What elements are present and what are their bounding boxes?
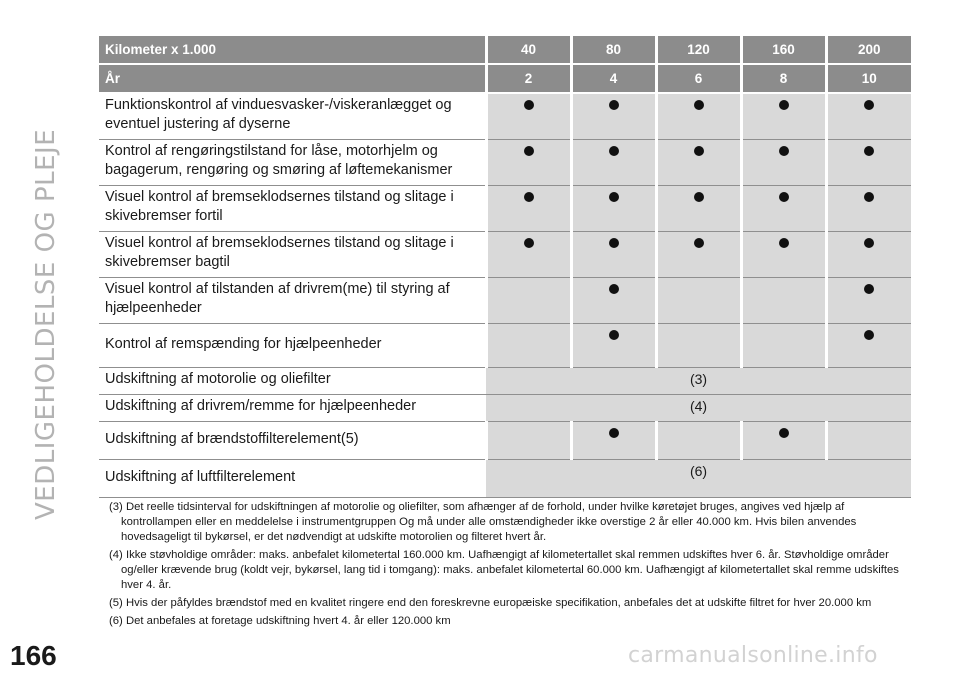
schedule-row <box>99 139 911 185</box>
schedule-row-description: Udskiftning af drivrem/remme for hjælpeenheder <box>99 394 486 421</box>
schedule-cell <box>486 185 571 231</box>
schedule-row <box>99 231 911 277</box>
service-dot-icon <box>609 192 619 202</box>
footnote-3: (3) Det reelle tidsinterval for udskiftningen af motorolie og oliefilter, som afhænger af de forhold, under hvilke køretøjet bruges, angives ved hjælp af kontrollampen eller en meddelelse i instrumentgruppen Og må under alle omstændigheder ikke overstige 2 år eller 40.000 km. Hvis bilen anvendes hovedsageligt til bykørsel, er det nødvendigt at udskifte motorolien og filteret hvert år. <box>109 501 857 543</box>
schedule-cell <box>826 231 911 277</box>
service-dot-icon <box>864 100 874 110</box>
schedule-cell <box>741 323 826 367</box>
schedule-cell <box>571 139 656 185</box>
schedule-row <box>99 459 911 497</box>
schedule-cell <box>826 277 911 323</box>
footnotes <box>109 500 909 632</box>
schedule-cell <box>486 277 571 323</box>
schedule-cell <box>656 93 741 139</box>
schedule-cell <box>486 421 571 459</box>
service-dot-icon <box>609 428 619 438</box>
service-dot-icon <box>609 284 619 294</box>
watermark: carmanualsonline.info <box>628 643 878 668</box>
header-row-kilometers <box>99 36 911 64</box>
service-dot-icon <box>609 238 619 248</box>
header-year-value: 4 <box>571 64 656 93</box>
header-km-label: Kilometer x 1.000 <box>99 36 486 64</box>
header-km-value: 120 <box>656 36 741 64</box>
service-dot-icon <box>864 146 874 156</box>
maintenance-schedule-table <box>99 36 899 498</box>
section-side-title: VEDLIGEHOLDELSE OG PLEJE <box>31 128 61 520</box>
service-dot-icon <box>524 100 534 110</box>
schedule-cell <box>571 421 656 459</box>
service-dot-icon <box>609 330 619 340</box>
schedule-cell <box>571 323 656 367</box>
header-km-value: 80 <box>571 36 656 64</box>
schedule-row <box>99 367 911 394</box>
schedule-cell <box>656 185 741 231</box>
schedule-row-description: Udskiftning af motorolie og oliefilter <box>99 367 486 394</box>
service-dot-icon <box>864 192 874 202</box>
schedule-cell <box>826 139 911 185</box>
schedule-cell <box>571 93 656 139</box>
schedule-row-description: Kontrol af remspænding for hjælpeenheder <box>99 323 486 367</box>
schedule-cell <box>741 277 826 323</box>
schedule-row-description: Funktionskontrol af vinduesvasker-/viskeranlægget og eventuel justering af dyserne <box>99 93 486 139</box>
schedule-cell <box>741 185 826 231</box>
schedule-cell <box>826 323 911 367</box>
schedule-cell <box>656 277 741 323</box>
schedule-row <box>99 277 911 323</box>
schedule-row <box>99 323 911 367</box>
service-dot-icon <box>779 100 789 110</box>
header-year-value: 6 <box>656 64 741 93</box>
schedule-cell <box>656 231 741 277</box>
service-dot-icon <box>779 192 789 202</box>
schedule-row-description: Visuel kontrol af bremseklodsernes tilstand og slitage i skivebremser fortil <box>99 185 486 231</box>
header-row-years <box>99 64 911 93</box>
schedule-footnote-ref: (6) <box>486 459 911 497</box>
header-km-value: 200 <box>826 36 911 64</box>
service-dot-icon <box>694 192 704 202</box>
schedule-row <box>99 421 911 459</box>
schedule-cell <box>486 93 571 139</box>
service-dot-icon <box>694 100 704 110</box>
schedule-cell <box>826 421 911 459</box>
service-dot-icon <box>609 146 619 156</box>
schedule-row <box>99 93 911 139</box>
service-dot-icon <box>779 146 789 156</box>
schedule-row <box>99 394 911 421</box>
schedule-cell <box>486 139 571 185</box>
footnote-6: (6) Det anbefales at foretage udskiftning hvert 4. år eller 120.000 km <box>109 615 451 627</box>
schedule-body <box>99 93 911 497</box>
header-year-value: 2 <box>486 64 571 93</box>
schedule-row <box>99 185 911 231</box>
page-number: 166 <box>10 640 57 671</box>
header-year-value: 8 <box>741 64 826 93</box>
schedule-row-description: Visuel kontrol af tilstanden af drivrem(me) til styring af hjælpeenheder <box>99 277 486 323</box>
service-dot-icon <box>524 192 534 202</box>
header-year-value: 10 <box>826 64 911 93</box>
schedule-cell <box>741 139 826 185</box>
schedule-cell <box>486 323 571 367</box>
header-km-value: 160 <box>741 36 826 64</box>
schedule-cell <box>741 421 826 459</box>
service-dot-icon <box>694 146 704 156</box>
schedule-footnote-ref: (4) <box>486 394 911 421</box>
schedule-footnote-ref: (3) <box>486 367 911 394</box>
schedule-cell <box>826 93 911 139</box>
service-dot-icon <box>694 238 704 248</box>
service-dot-icon <box>864 238 874 248</box>
schedule-cell <box>656 421 741 459</box>
service-dot-icon <box>609 100 619 110</box>
service-dot-icon <box>864 284 874 294</box>
schedule-cell <box>656 139 741 185</box>
schedule-cell <box>486 231 571 277</box>
footnote-5: (5) Hvis der påfyldes brændstof med en kvalitet ringere end den foreskrevne europæiske specifikation, anbefales det at udskifte filtret for hver 20.000 km <box>109 597 872 609</box>
header-km-value: 40 <box>486 36 571 64</box>
service-dot-icon <box>779 428 789 438</box>
schedule-cell <box>571 277 656 323</box>
service-dot-icon <box>524 238 534 248</box>
header-year-label: År <box>99 64 486 93</box>
schedule-cell <box>571 231 656 277</box>
schedule-row-description: Kontrol af rengøringstilstand for låse, motorhjelm og bagagerum, rengøring og smøring af løftemekanismer <box>99 139 486 185</box>
schedule-cell <box>656 323 741 367</box>
schedule-row-description: Udskiftning af luftfilterelement <box>99 459 486 497</box>
schedule-cell <box>741 231 826 277</box>
service-dot-icon <box>864 330 874 340</box>
footnote-4: (4) Ikke støvholdige områder: maks. anbefalet kilometertal 160.000 km. Uafhængigt af kilometertallet skal remmen udskiftes hver 6. år. Støvholdige områder og/eller krævende brug (koldt vejr, bykørsel, lang tid i tomgang): maks. anbefalet kilometertal 60.000 km. Uafhængigt af kilometertallet skal remme udskiftes hver 4. år. <box>109 549 899 591</box>
schedule-row-description: Visuel kontrol af bremseklodsernes tilstand og slitage i skivebremser bagtil <box>99 231 486 277</box>
service-dot-icon <box>524 146 534 156</box>
schedule-cell <box>741 93 826 139</box>
schedule-cell <box>826 185 911 231</box>
schedule-cell <box>571 185 656 231</box>
service-dot-icon <box>779 238 789 248</box>
schedule-row-description: Udskiftning af brændstoffilterelement(5) <box>99 421 486 459</box>
